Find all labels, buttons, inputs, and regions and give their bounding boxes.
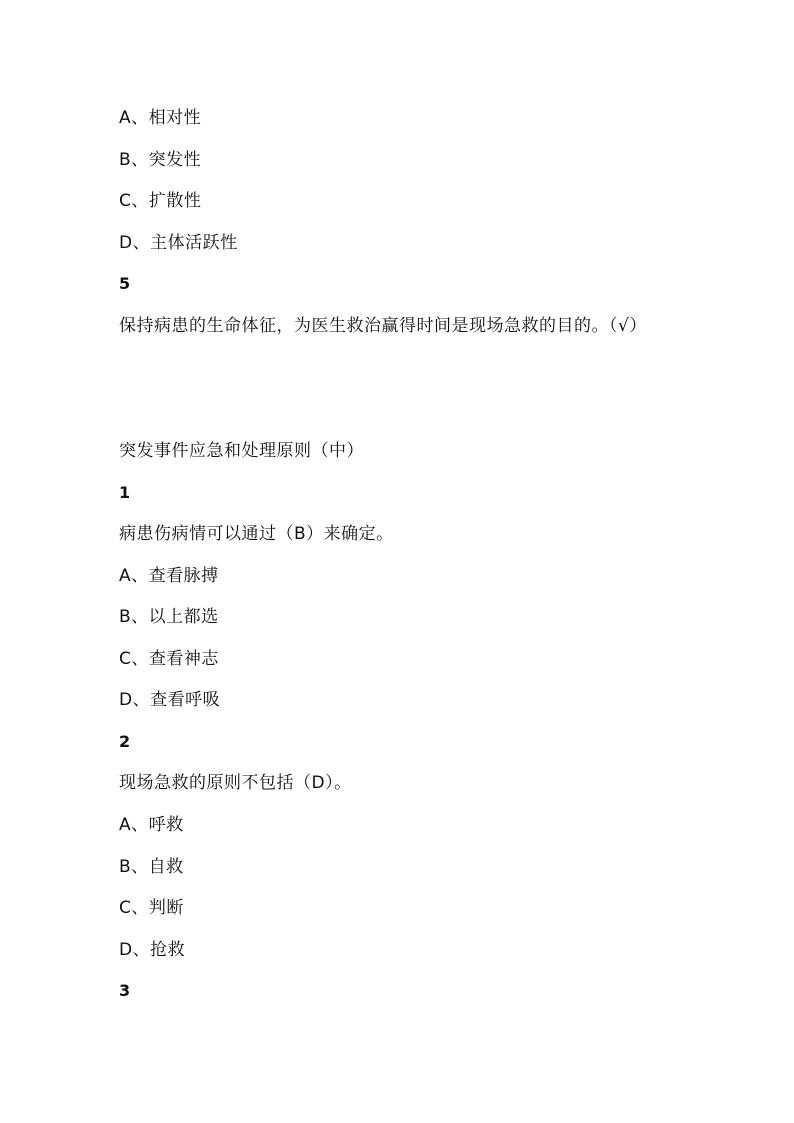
option-c: C、扩散性 xyxy=(119,191,202,211)
option-a: A、查看脉搏 xyxy=(119,566,219,586)
question-number: 2 xyxy=(119,732,131,751)
section-title: 突发事件应急和处理原则（中） xyxy=(119,441,364,461)
question-number: 5 xyxy=(119,274,131,293)
option-d: D、查看呼吸 xyxy=(119,690,221,710)
option-c: C、判断 xyxy=(119,898,184,918)
option-b: B、以上都选 xyxy=(119,607,219,627)
question-text: 保持病患的生命体征，为医生救治赢得时间是现场急救的目的。（√） xyxy=(119,316,647,336)
question-text: 现场急救的原则不包括（D）。 xyxy=(119,773,352,793)
option-b: B、自救 xyxy=(119,857,184,877)
option-c: C、查看神志 xyxy=(119,649,219,669)
option-a: A、呼救 xyxy=(119,815,184,835)
question-number: 1 xyxy=(119,483,131,502)
question-text: 病患伤病情可以通过（B）来确定。 xyxy=(119,524,394,544)
option-a: A、相对性 xyxy=(119,108,202,128)
option-d: D、抢救 xyxy=(119,940,186,960)
option-b: B、突发性 xyxy=(119,150,202,170)
option-d: D、主体活跃性 xyxy=(119,233,238,253)
question-number: 3 xyxy=(119,981,131,1000)
